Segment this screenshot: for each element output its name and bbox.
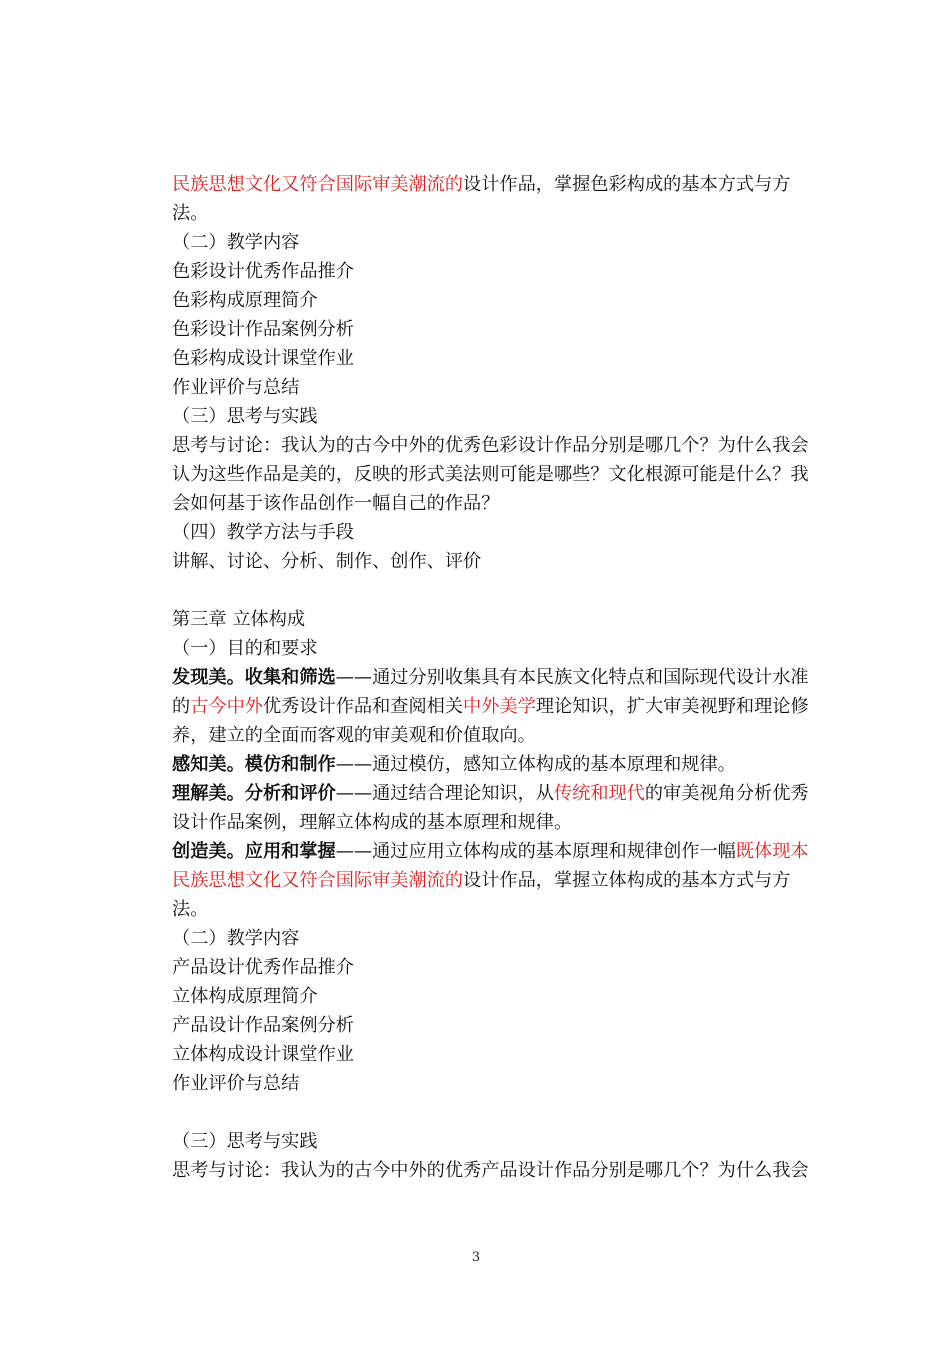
blank-line [172, 576, 840, 605]
list-item: 作业评价与总结 [172, 377, 300, 398]
list-item: 色彩设计优秀作品推介 [172, 261, 354, 282]
paragraph-line [172, 837, 840, 866]
list-item: 产品设计作品案例分析 [172, 1015, 354, 1036]
page-content [172, 170, 840, 1185]
paragraph-line: 认为这些作品是美的，反映的形式美法则可能是哪些？文化根源可能是什么？我 [172, 464, 809, 485]
paragraph-line [172, 866, 840, 895]
paragraph-line [172, 779, 840, 808]
paragraph-line: 法。 [172, 203, 209, 224]
paragraph-line [172, 692, 840, 721]
page-number: 3 [471, 1250, 481, 1265]
paragraph-line [172, 750, 840, 779]
section-heading-content: （二）教学内容 [172, 928, 300, 949]
list-item: 立体构成设计课堂作业 [172, 1044, 354, 1065]
highlighted-text: 民族思想文化又符合国际审美潮流的 [172, 870, 464, 891]
paragraph-line [172, 170, 840, 199]
paragraph-line [172, 663, 840, 692]
paragraph-line: 会如何基于该作品创作一幅自己的作品？ [172, 493, 500, 514]
body-text: 的审美视角分析优秀 [644, 783, 809, 804]
chapter-title: 第三章 立体构成 [172, 609, 306, 630]
list-item: 色彩设计作品案例分析 [172, 319, 354, 340]
section-heading-practice: （三）思考与实践 [172, 406, 318, 427]
body-text: 优秀设计作品和查阅相关 [262, 696, 464, 717]
paragraph-line: 思考与讨论：我认为的古今中外的优秀色彩设计作品分别是哪几个？为什么我会 [172, 435, 809, 456]
highlighted-text: 传统和现代 [553, 783, 645, 804]
list-item: 色彩构成设计课堂作业 [172, 348, 354, 369]
highlighted-text: 民族思想文化又符合国际审美潮流的 [172, 174, 464, 195]
bold-text: 理解美。分析和评价 [172, 783, 336, 804]
paragraph-line: 思考与讨论：我认为的古今中外的优秀产品设计作品分别是哪几个？为什么我会 [172, 1160, 809, 1181]
list-item: 立体构成原理简介 [172, 986, 318, 1007]
highlighted-text: 中外美学 [463, 696, 536, 717]
section-heading-goal: （一）目的和要求 [172, 638, 318, 659]
body-text: 的 [172, 696, 191, 717]
bold-text: 发现美。收集和筛选 [172, 667, 336, 688]
highlighted-text: 既体现本 [735, 841, 809, 862]
paragraph-line: 养，建立的全面而客观的审美观和价值取向。 [172, 725, 536, 746]
list-item: 作业评价与总结 [172, 1073, 300, 1094]
section-heading-content: （二）教学内容 [172, 232, 300, 253]
body-text: 理论知识，扩大审美视野和理论修 [535, 696, 809, 717]
section-heading-practice: （三）思考与实践 [172, 1131, 318, 1152]
paragraph-line: 法。 [172, 899, 209, 920]
section-heading-method: （四）教学方法与手段 [172, 522, 354, 543]
body-text: ——通过结合理论知识，从 [335, 783, 554, 804]
body-text: 设计作品，掌握色彩构成的基本方式与方 [463, 174, 791, 195]
bold-text: 感知美。模仿和制作 [172, 754, 336, 775]
body-text: ——通过应用立体构成的基本原理和规律创作一幅 [335, 841, 736, 862]
highlighted-text: 古今中外 [190, 696, 263, 717]
body-text: ——通过模仿，感知立体构成的基本原理和规律。 [335, 754, 736, 775]
bold-text: 创造美。应用和掌握 [172, 841, 336, 862]
body-text: 设计作品，掌握立体构成的基本方式与方 [463, 870, 791, 891]
paragraph-line: 设计作品案例，理解立体构成的基本原理和规律。 [172, 812, 573, 833]
blank-line [172, 1098, 840, 1127]
paragraph-line: 讲解、讨论、分析、制作、创作、评价 [172, 551, 482, 572]
list-item: 产品设计优秀作品推介 [172, 957, 354, 978]
body-text: ——通过分别收集具有本民族文化特点和国际现代设计水准 [335, 667, 809, 688]
list-item: 色彩构成原理简介 [172, 290, 318, 311]
